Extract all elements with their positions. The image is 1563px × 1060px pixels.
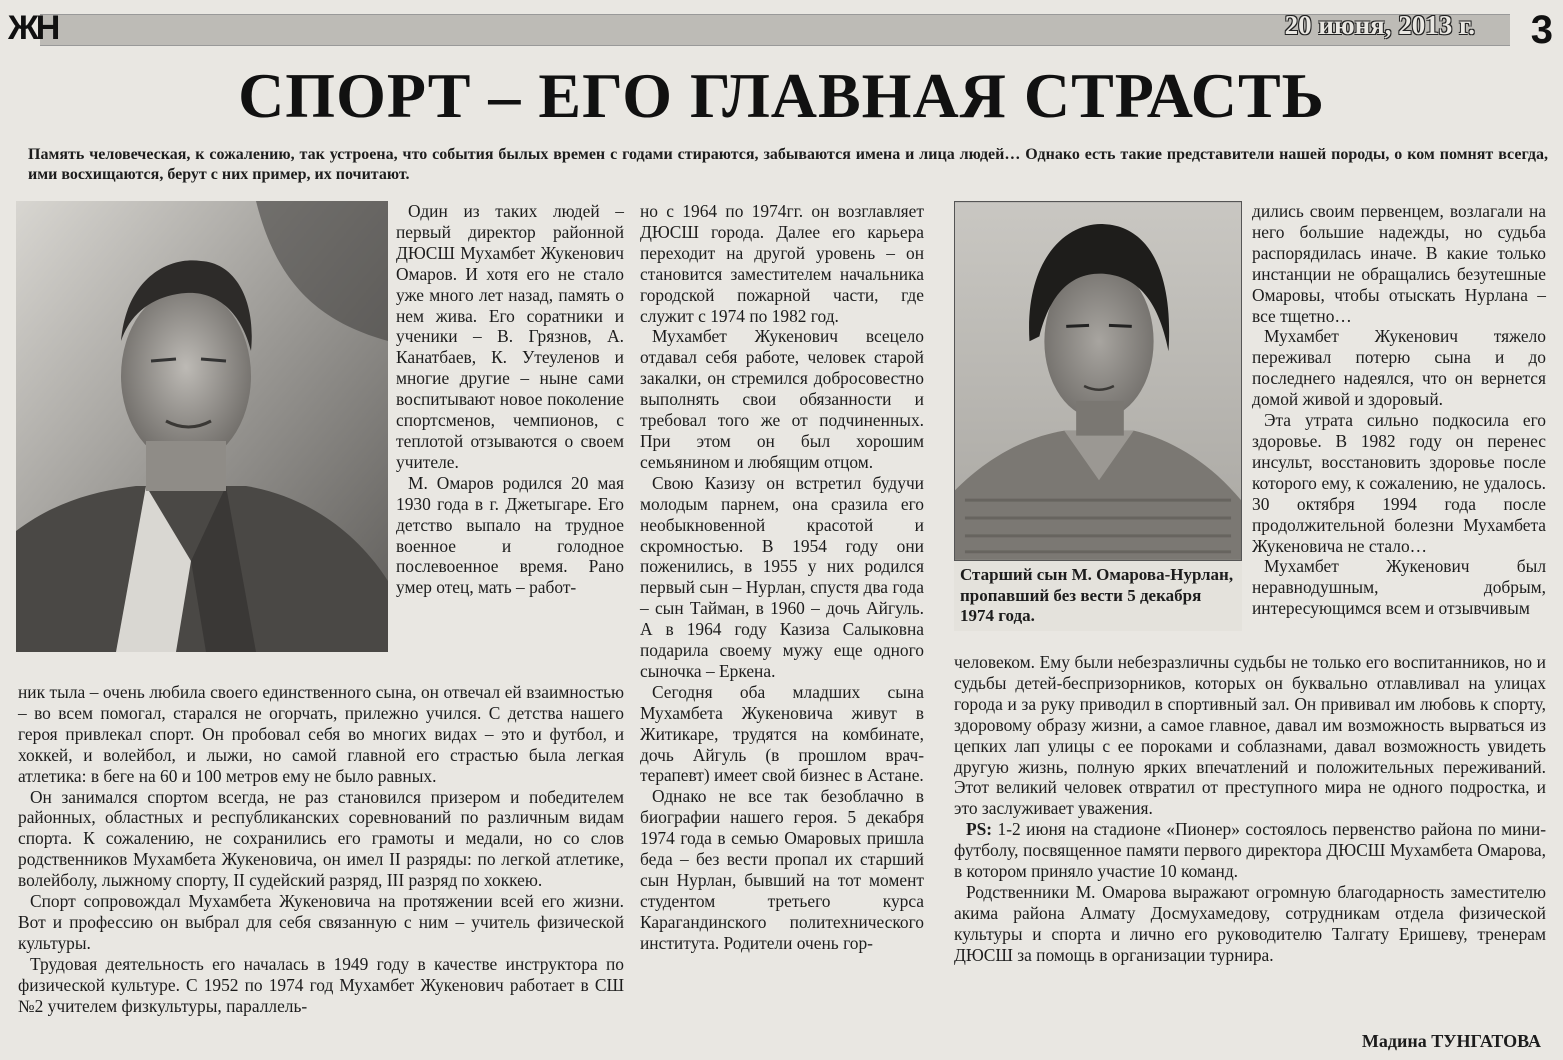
paragraph: дились своим первенцем, возлагали на него большие надежды, но судьба распорядилась иначе. В какие только инстанции не обращались безутешные Омаровы, чтобы отыскать Нурлана – все тщетно… <box>1252 201 1546 326</box>
paragraph: Трудовая деятельность его началась в 1949 году в качестве инструктора по физической культуре. С 1952 по 1974 год Мухамбет Жукенович работает в СШ №2 учителем физкультуры, параллель- <box>18 953 624 1016</box>
paragraph: Свою Казизу он встретил будучи молодым парнем, она сразила его необыкновенной красотой и скромностью. В 1954 году они поженились, в 1955 у них родился первый сын – Нурлан, спустя два года – сын Тайман, в 1960 – дочь Айгуль. А в 1964 году Казиза Салыковна подарила своему мужу еще одного сыночка – Еркена. <box>640 472 924 681</box>
paragraph: ник тыла – очень любила своего единственного сына, он отвечал ей взаимностью – во всем помогал, старался не огорчать, прилежно учился. С детства нашего героя привлекал спорт. Он пробовал себя во многих видах – это и футбол, и хоккей, и волейбол, и лыжи, но самой главной его страстью была легкая атлетика: в беге на 60 и 100 метров ему не было равных. <box>18 682 624 786</box>
column-3-below-photo <box>954 652 1546 966</box>
paragraph: Один из таких людей – первый директор районной ДЮСШ Мухамбет Жукенович Омаров. И хотя его не стало уже много лет назад, память о нем жива. Его соратники и ученики – В. Грязнов, А. Канатбаев, К. Утеуленов и многие другие – ныне сами воспитывают новое поколение спортсменов, чемпионов, с теплотой отзываются о своем учителе. <box>396 201 624 472</box>
portrait-omarov-image <box>16 201 388 652</box>
column-2 <box>640 201 924 954</box>
portrait-nurlan-image <box>955 202 1241 560</box>
ps-label: PS: <box>966 819 993 840</box>
paragraph: человеком. Ему были небезразличны судьбы не только его воспитанников, но и судьбы детей-беспризорников, которых он буквально отлавливал на улицах города и за руку приводил в спортивный зал. Он прививал им любовь к спорту, здоровому образу жизни, а самое главное, давал им возможность вырваться из цепких лап улицы с ее пороками и соблазнами, давал возможность увидеть другую жизнь, полную ярких впечатлений и положительных переживаний. Этот великий человек отвратил от преступного мира не одного подростка, и это заслуживает уважения. <box>954 652 1546 819</box>
article-title: СПОРТ – ЕГО ГЛАВНАЯ СТРАСТЬ <box>238 60 1325 131</box>
thanks-paragraph: Родственники М. Омарова выражают огромную благодарность заместителю акима района Алмату Досмухамедову, сотрудникам отдела физической культуры и спорта и лично его руководителю Талгату Еришеву, тренерам ДЮСШ за помощь в организации турнира. <box>954 881 1546 965</box>
paragraph: Мухамбет Жукенович был неравнодушным, добрым, интересующимся всем и отзывчивым <box>1252 556 1546 619</box>
paragraph: Мухамбет Жукенович всецело отдавал себя работе, человек старой закалки, он стремился добросовестно выполнять свои обязанности и требовал того же от подчиненных. При этом он был хорошим семьянином и любящим отцом. <box>640 326 924 472</box>
paragraph: Спорт сопровождал Мухамбета Жукеновича на протяжении всей его жизни. Вот и профессию он выбрал для себя связанную с ним – учитель физической культуры. <box>18 891 624 953</box>
paragraph: Он занимался спортом всегда, не раз становился призером и победителем районных, областных и республиканских соревнований по различным видам спорта. К сожалению, не сохранились его грамоты и медали, но со слов родственников Мухамбета Жукеновича, он имел II разряды: по легкой атлетике, волейболу, лыжному спорту, II судейский разряд, III разряд по хоккею. <box>18 786 624 891</box>
issue-date: 20 июня, 2013 г. <box>1284 10 1475 40</box>
paragraph: М. Омаров родился 20 мая 1930 года в г. Джетыгаре. Его детство выпало на трудное военное и голодное послевоенное время. Рано умер отец, мать – работ- <box>396 472 624 598</box>
ps-paragraph <box>954 819 1546 882</box>
paragraph: но с 1964 по 1974гг. он возглавляет ДЮСШ города. Далее его карьера переходит на другой уровень – он становится заместителем начальника городской пожарной части, где служит с 1974 по 1982 год. <box>640 201 924 326</box>
portrait-photo-nurlan <box>954 201 1242 561</box>
paragraph: Сегодня оба младших сына Мухамбета Жукеновича живут в Житикаре, трудятся на комбинате, дочь Айгуль (в прошлом врач-терапевт) имеет свой бизнес в Астане. <box>640 681 924 786</box>
ps-text: 1-2 июня на стадионе «Пионер» состоялось первенство района по мини-футболу, посвященное памяти первого директора ДЮСШ Мухамбета Омарова, в котором приняло участие 10 команд. <box>954 819 1546 882</box>
article-lead: Память человеческая, к сожалению, так устроена, что события былых времен с годами стираются, забываются имена и лица людей… Однако есть такие представители нашей породы, о ком помнят всегда, ими восхищаются, берут с них пример, их почитают. <box>28 146 1548 183</box>
column-1-beside-photo <box>396 201 624 598</box>
paragraph: Эта утрата сильно подкосила его здоровье. В 1982 году он перенес инсульт, восстановить здоровье после которого ему, к сожалению, не удалось. 30 октября 1994 года после продолжительной болезни Мухамбета Жукеновича не стало… <box>1252 410 1546 556</box>
newspaper-logo: ЖН <box>8 9 58 47</box>
portrait-photo-omarov <box>16 201 388 652</box>
column-3-beside-photo <box>1252 201 1546 619</box>
paragraph: Мухамбет Жукенович тяжело переживал потерю сына и до последнего надеялся, что он вернется домой живой и здоровый. <box>1252 326 1546 410</box>
column-1-below-photo <box>18 682 624 1017</box>
page-number: 3 <box>1530 8 1553 52</box>
photo-caption: Старший сын М. Омарова-Нурлан, пропавший без вести 5 декабря 1974 года. <box>954 561 1242 631</box>
paragraph: Однако не все так безоблачно в биографии нашего героя. 5 декабря 1974 года в семью Омаровых пришла беда – без вести пропал их старший сын Нурлан, бывший на тот момент студентом третьего курса Карагандинского политехнического института. Родители очень гор- <box>640 786 924 953</box>
author-byline: Мадина ТУНГАТОВА <box>1361 1031 1541 1051</box>
